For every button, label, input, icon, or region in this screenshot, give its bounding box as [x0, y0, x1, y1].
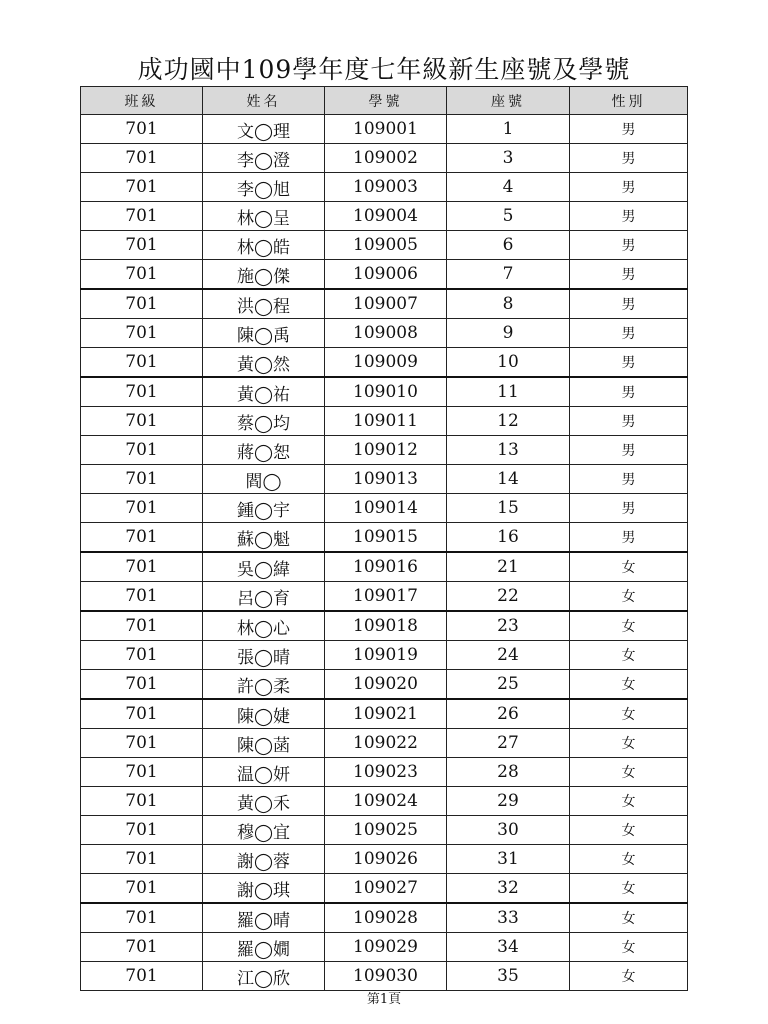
cell-gender: 女	[570, 670, 688, 700]
table-row	[81, 260, 688, 290]
cell-gender: 男	[570, 319, 688, 348]
cell-name: 謝◯蓉	[203, 845, 325, 874]
cell-class: 701	[81, 729, 203, 758]
cell-seat-number: 15	[447, 494, 570, 523]
cell-name: 陳◯禹	[203, 319, 325, 348]
cell-student-id: 109008	[325, 319, 447, 348]
cell-name: 黃◯然	[203, 348, 325, 378]
cell-seat-number: 9	[447, 319, 570, 348]
table-row	[81, 933, 688, 962]
table-row	[81, 494, 688, 523]
cell-gender: 女	[570, 699, 688, 729]
cell-gender: 女	[570, 933, 688, 962]
cell-name: 施◯傑	[203, 260, 325, 290]
cell-seat-number: 16	[447, 523, 570, 553]
cell-student-id: 109007	[325, 289, 447, 319]
cell-class: 701	[81, 874, 203, 904]
cell-name: 李◯澄	[203, 144, 325, 173]
cell-gender: 女	[570, 611, 688, 641]
cell-student-id: 109004	[325, 202, 447, 231]
table-row	[81, 641, 688, 670]
cell-name: 黃◯禾	[203, 787, 325, 816]
cell-student-id: 109018	[325, 611, 447, 641]
cell-name: 陳◯菡	[203, 729, 325, 758]
table-row	[81, 552, 688, 582]
cell-gender: 男	[570, 289, 688, 319]
cell-seat-number: 33	[447, 903, 570, 933]
table-row	[81, 816, 688, 845]
cell-seat-number: 28	[447, 758, 570, 787]
cell-student-id: 109014	[325, 494, 447, 523]
cell-gender: 女	[570, 641, 688, 670]
cell-student-id: 109012	[325, 436, 447, 465]
cell-name: 羅◯晴	[203, 903, 325, 933]
cell-seat-number: 27	[447, 729, 570, 758]
cell-seat-number: 13	[447, 436, 570, 465]
cell-class: 701	[81, 552, 203, 582]
cell-gender: 男	[570, 377, 688, 407]
cell-student-id: 109005	[325, 231, 447, 260]
header-class: 班級	[81, 87, 203, 115]
cell-seat-number: 8	[447, 289, 570, 319]
cell-student-id: 109011	[325, 407, 447, 436]
table-row	[81, 407, 688, 436]
cell-gender: 男	[570, 407, 688, 436]
cell-class: 701	[81, 699, 203, 729]
cell-gender: 女	[570, 962, 688, 991]
cell-class: 701	[81, 933, 203, 962]
header-gender: 性別	[570, 87, 688, 115]
cell-gender: 男	[570, 202, 688, 231]
cell-seat-number: 10	[447, 348, 570, 378]
cell-class: 701	[81, 582, 203, 612]
cell-student-id: 109013	[325, 465, 447, 494]
cell-class: 701	[81, 641, 203, 670]
cell-class: 701	[81, 436, 203, 465]
cell-student-id: 109015	[325, 523, 447, 553]
table-header-row	[81, 87, 688, 115]
cell-student-id: 109001	[325, 115, 447, 144]
cell-seat-number: 6	[447, 231, 570, 260]
page-number: 第1頁	[366, 992, 402, 1007]
cell-name: 陳◯婕	[203, 699, 325, 729]
cell-gender: 男	[570, 436, 688, 465]
table-row	[81, 962, 688, 991]
cell-seat-number: 11	[447, 377, 570, 407]
cell-gender: 男	[570, 173, 688, 202]
table-row	[81, 231, 688, 260]
table-row	[81, 582, 688, 612]
cell-student-id: 109028	[325, 903, 447, 933]
cell-name: 温◯妍	[203, 758, 325, 787]
table-row	[81, 699, 688, 729]
table-row	[81, 611, 688, 641]
table-row	[81, 377, 688, 407]
cell-seat-number: 32	[447, 874, 570, 904]
cell-gender: 女	[570, 787, 688, 816]
cell-gender: 男	[570, 144, 688, 173]
cell-student-id: 109021	[325, 699, 447, 729]
cell-name: 黃◯祐	[203, 377, 325, 407]
table-row	[81, 436, 688, 465]
cell-class: 701	[81, 465, 203, 494]
table-row	[81, 319, 688, 348]
table-row	[81, 787, 688, 816]
cell-class: 701	[81, 260, 203, 290]
cell-student-id: 109023	[325, 758, 447, 787]
cell-class: 701	[81, 348, 203, 378]
cell-student-id: 109020	[325, 670, 447, 700]
cell-seat-number: 7	[447, 260, 570, 290]
cell-name: 呂◯育	[203, 582, 325, 612]
cell-gender: 女	[570, 758, 688, 787]
table-row	[81, 144, 688, 173]
cell-gender: 女	[570, 729, 688, 758]
cell-name: 李◯旭	[203, 173, 325, 202]
cell-seat-number: 26	[447, 699, 570, 729]
cell-name: 吳◯緯	[203, 552, 325, 582]
cell-name: 蔡◯均	[203, 407, 325, 436]
cell-class: 701	[81, 523, 203, 553]
cell-name: 閻◯	[203, 465, 325, 494]
cell-student-id: 109016	[325, 552, 447, 582]
table-row	[81, 465, 688, 494]
table-row	[81, 289, 688, 319]
cell-gender: 女	[570, 874, 688, 904]
cell-seat-number: 21	[447, 552, 570, 582]
cell-name: 穆◯宜	[203, 816, 325, 845]
cell-class: 701	[81, 173, 203, 202]
cell-student-id: 109026	[325, 845, 447, 874]
cell-class: 701	[81, 903, 203, 933]
cell-seat-number: 31	[447, 845, 570, 874]
cell-name: 蘇◯魁	[203, 523, 325, 553]
cell-name: 蔣◯恕	[203, 436, 325, 465]
cell-class: 701	[81, 231, 203, 260]
cell-class: 701	[81, 494, 203, 523]
cell-name: 羅◯嫺	[203, 933, 325, 962]
header-name: 姓名	[203, 87, 325, 115]
page-title: 成功國中109學年度七年級新生座號及學號	[137, 55, 631, 84]
cell-gender: 男	[570, 465, 688, 494]
cell-class: 701	[81, 202, 203, 231]
cell-gender: 男	[570, 260, 688, 290]
cell-seat-number: 35	[447, 962, 570, 991]
cell-class: 701	[81, 289, 203, 319]
cell-name: 林◯呈	[203, 202, 325, 231]
cell-class: 701	[81, 845, 203, 874]
table-row	[81, 523, 688, 553]
cell-class: 701	[81, 962, 203, 991]
cell-class: 701	[81, 377, 203, 407]
cell-gender: 女	[570, 845, 688, 874]
cell-student-id: 109027	[325, 874, 447, 904]
cell-seat-number: 12	[447, 407, 570, 436]
cell-seat-number: 30	[447, 816, 570, 845]
cell-name: 鍾◯宇	[203, 494, 325, 523]
cell-student-id: 109003	[325, 173, 447, 202]
cell-name: 林◯皓	[203, 231, 325, 260]
cell-gender: 男	[570, 115, 688, 144]
table-row	[81, 903, 688, 933]
cell-seat-number: 25	[447, 670, 570, 700]
student-roster-table	[80, 86, 688, 991]
cell-seat-number: 29	[447, 787, 570, 816]
cell-gender: 女	[570, 903, 688, 933]
cell-student-id: 109022	[325, 729, 447, 758]
header-seat-number: 座號	[447, 87, 570, 115]
cell-seat-number: 14	[447, 465, 570, 494]
cell-student-id: 109030	[325, 962, 447, 991]
table-row	[81, 874, 688, 904]
cell-class: 701	[81, 816, 203, 845]
cell-seat-number: 5	[447, 202, 570, 231]
table-row	[81, 729, 688, 758]
cell-student-id: 109029	[325, 933, 447, 962]
cell-student-id: 109017	[325, 582, 447, 612]
table-row	[81, 670, 688, 700]
cell-gender: 男	[570, 348, 688, 378]
cell-seat-number: 24	[447, 641, 570, 670]
cell-student-id: 109025	[325, 816, 447, 845]
cell-class: 701	[81, 319, 203, 348]
cell-student-id: 109010	[325, 377, 447, 407]
cell-name: 許◯柔	[203, 670, 325, 700]
cell-class: 701	[81, 611, 203, 641]
cell-class: 701	[81, 144, 203, 173]
table-row	[81, 845, 688, 874]
cell-gender: 女	[570, 816, 688, 845]
cell-student-id: 109009	[325, 348, 447, 378]
header-student-id: 學號	[325, 87, 447, 115]
cell-gender: 女	[570, 582, 688, 612]
cell-name: 林◯心	[203, 611, 325, 641]
cell-gender: 男	[570, 523, 688, 553]
cell-seat-number: 34	[447, 933, 570, 962]
cell-class: 701	[81, 758, 203, 787]
cell-name: 張◯晴	[203, 641, 325, 670]
cell-class: 701	[81, 670, 203, 700]
cell-student-id: 109024	[325, 787, 447, 816]
cell-name: 文◯理	[203, 115, 325, 144]
cell-class: 701	[81, 115, 203, 144]
table-row	[81, 758, 688, 787]
cell-name: 江◯欣	[203, 962, 325, 991]
table-body	[81, 115, 688, 991]
cell-student-id: 109002	[325, 144, 447, 173]
table-row	[81, 115, 688, 144]
cell-gender: 女	[570, 552, 688, 582]
cell-seat-number: 1	[447, 115, 570, 144]
cell-gender: 男	[570, 494, 688, 523]
table-row	[81, 202, 688, 231]
cell-gender: 男	[570, 231, 688, 260]
table-row	[81, 348, 688, 378]
cell-seat-number: 4	[447, 173, 570, 202]
cell-student-id: 109019	[325, 641, 447, 670]
cell-class: 701	[81, 407, 203, 436]
cell-seat-number: 23	[447, 611, 570, 641]
cell-name: 洪◯程	[203, 289, 325, 319]
cell-seat-number: 22	[447, 582, 570, 612]
cell-name: 謝◯琪	[203, 874, 325, 904]
cell-seat-number: 3	[447, 144, 570, 173]
cell-student-id: 109006	[325, 260, 447, 290]
cell-class: 701	[81, 787, 203, 816]
table-row	[81, 173, 688, 202]
